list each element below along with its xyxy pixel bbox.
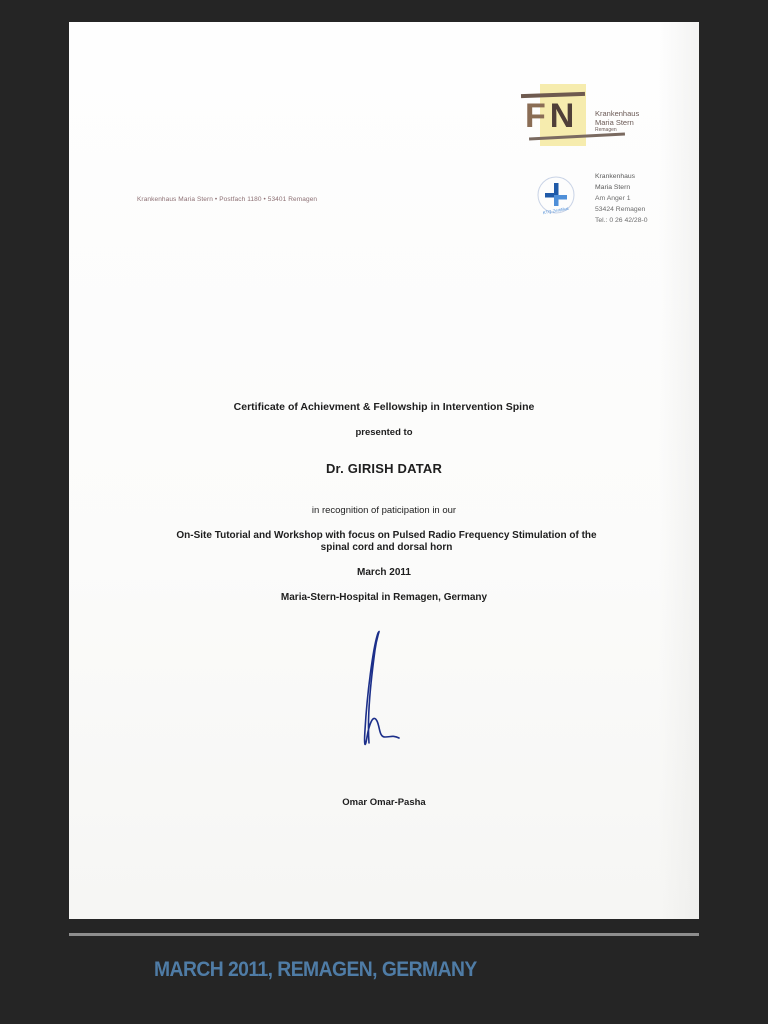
photo-caption: MARCH 2011, REMAGEN, GERMANY bbox=[154, 958, 477, 981]
logo-letters bbox=[525, 91, 574, 141]
logo-name-line-2: Maria Stern bbox=[595, 118, 634, 127]
hospital-address bbox=[595, 171, 648, 226]
logo-name-line-3: Remagen bbox=[595, 127, 617, 133]
sender-address-line: Krankenhaus Maria Stern • Postfach 1180 • 53401 Remagen bbox=[137, 196, 318, 203]
address-line-3: Am Anger 1 bbox=[595, 195, 631, 202]
caption-divider bbox=[69, 933, 699, 936]
hospital-logo bbox=[521, 77, 671, 149]
recognition-text: in recognition of paticipation in our bbox=[311, 505, 457, 516]
handwritten-signature bbox=[345, 625, 425, 755]
ktq-certification-cross-icon bbox=[536, 175, 576, 215]
certificate-date: March 2011 bbox=[357, 567, 411, 578]
recipient-name: Dr. GIRISH DATAR bbox=[325, 461, 443, 476]
address-line-2: Maria Stern bbox=[595, 184, 631, 191]
logo-name-line-1: Krankenhaus bbox=[595, 109, 640, 118]
address-line-1: Krankenhaus bbox=[595, 173, 636, 180]
logo-letter-n: N bbox=[549, 97, 575, 135]
signer-name: Omar Omar-Pasha bbox=[342, 797, 426, 808]
certificate-title: Certificate of Achievment & Fellowship in Intervention Spine bbox=[233, 401, 535, 413]
presented-to-label: presented to bbox=[355, 427, 413, 438]
workshop-description: On-Site Tutorial and Workshop with focus on Pulsed Radio Frequency Stimulation of the spinal cord and dorsal horn bbox=[176, 530, 597, 553]
address-line-5: Tel.: 0 26 42/28-0 bbox=[595, 217, 648, 224]
address-line-4: 53424 Remagen bbox=[595, 206, 646, 213]
badge-label: KTQ-Zertifikat bbox=[542, 205, 570, 215]
certificate-document bbox=[69, 22, 699, 919]
certificate-place: Maria-Stern-Hospital in Remagen, Germany bbox=[280, 592, 488, 603]
logo-letter-f: F bbox=[525, 97, 548, 135]
logo-hospital-name bbox=[595, 109, 639, 134]
